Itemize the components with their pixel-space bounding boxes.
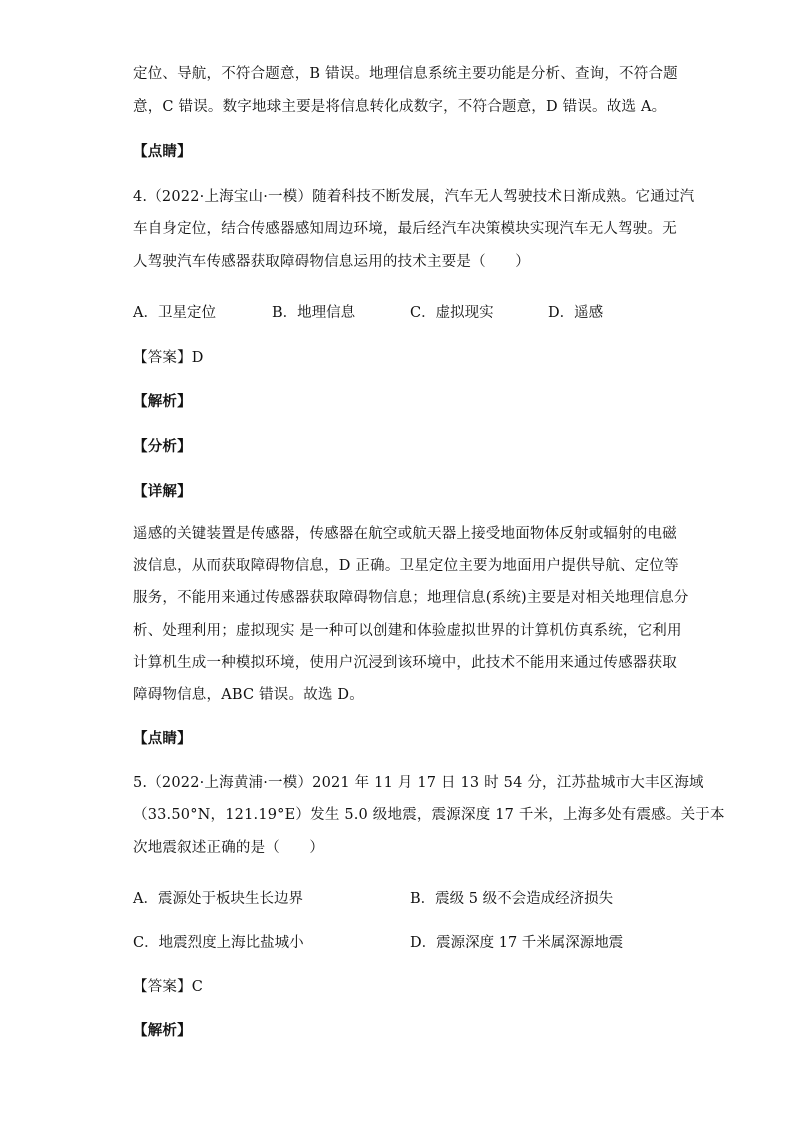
q4-detail-line-6: 障碍物信息，ABC 错误。故选 D。 [133, 687, 364, 703]
q5-option-b: B．震级 5 级不会造成经济损失 [410, 891, 614, 907]
q4-option-b: B．地理信息 [272, 305, 356, 321]
prev-answer-line-1: 定位、导航，不符合题意，B 错误。地理信息系统主要功能是分析、查询，不符合题 [133, 66, 678, 82]
q4-detail-line-2: 波信息，从而获取障碍物信息，D 正确。卫星定位主要为地面用户提供导航、定位等 [133, 558, 679, 574]
q4-option-c: C．虚拟现实 [410, 305, 494, 321]
q4-detail-heading: 【详解】 [133, 483, 192, 500]
q4-fenxi-heading: 【分析】 [133, 438, 192, 455]
q4-detail-line-4: 析、处理利用；虚拟现实 是一种可以创建和体验虚拟世界的计算机仿真系统，它利用 [133, 623, 682, 639]
q4-analysis-heading: 【解析】 [133, 393, 192, 410]
q5-stem-line-3: 次地震叙述正确的是（ ） [133, 840, 325, 856]
q5-option-a: A．震源处于板块生长边界 [133, 891, 303, 907]
q4-option-a: A．卫星定位 [133, 305, 216, 321]
q5-option-d: D．震源深度 17 千米属深源地震 [410, 935, 624, 951]
q4-detail-line-3: 服务，不能用来通过传感器获取障碍物信息；地理信息(系统)主要是对相关地理信息分 [133, 590, 689, 606]
q4-detail-line-1: 遥感的关键装置是传感器，传感器在航空或航天器上接受地面物体反射或辐射的电磁 [133, 526, 677, 542]
prev-tip-heading: 【点睛】 [133, 143, 192, 160]
q4-detail-line-5: 计算机生成一种模拟环境，使用户沉浸到该环境中，此技术不能用来通过传感器获取 [133, 655, 677, 671]
q4-stem-line-1: 4.（2022·上海宝山·一模）随着科技不断发展，汽车无人驾驶技术日渐成熟。它通过汽 [133, 189, 695, 205]
q4-option-d: D．遥感 [548, 305, 604, 321]
q5-option-c: C．地震烈度上海比盐城小 [133, 935, 304, 951]
q4-stem-line-3: 人驾驶汽车传感器获取障碍物信息运用的技术主要是（ ） [133, 254, 530, 270]
q4-answer: 【答案】D [133, 350, 204, 366]
prev-answer-line-2: 意，C 错误。数字地球主要是将信息转化成数字，不符合题意，D 错误。故选 A。 [133, 99, 667, 115]
q4-stem-line-2: 车自身定位，结合传感器感知周边环境，最后经汽车决策模块实现汽车无人驾驶。无 [133, 221, 677, 237]
q5-stem-line-2: （33.50°N，121.19°E）发生 5.0 级地震，震源深度 17 千米，上海多处有震感。关于本 [133, 807, 725, 823]
q4-tip-heading: 【点睛】 [133, 730, 192, 747]
q5-stem-line-1: 5.（2022·上海黄浦·一模）2021 年 11 月 17 日 13 时 54 分，江苏盐城市大丰区海域 [133, 775, 704, 791]
q5-analysis-heading: 【解析】 [133, 1022, 192, 1039]
q5-answer: 【答案】C [133, 979, 204, 995]
